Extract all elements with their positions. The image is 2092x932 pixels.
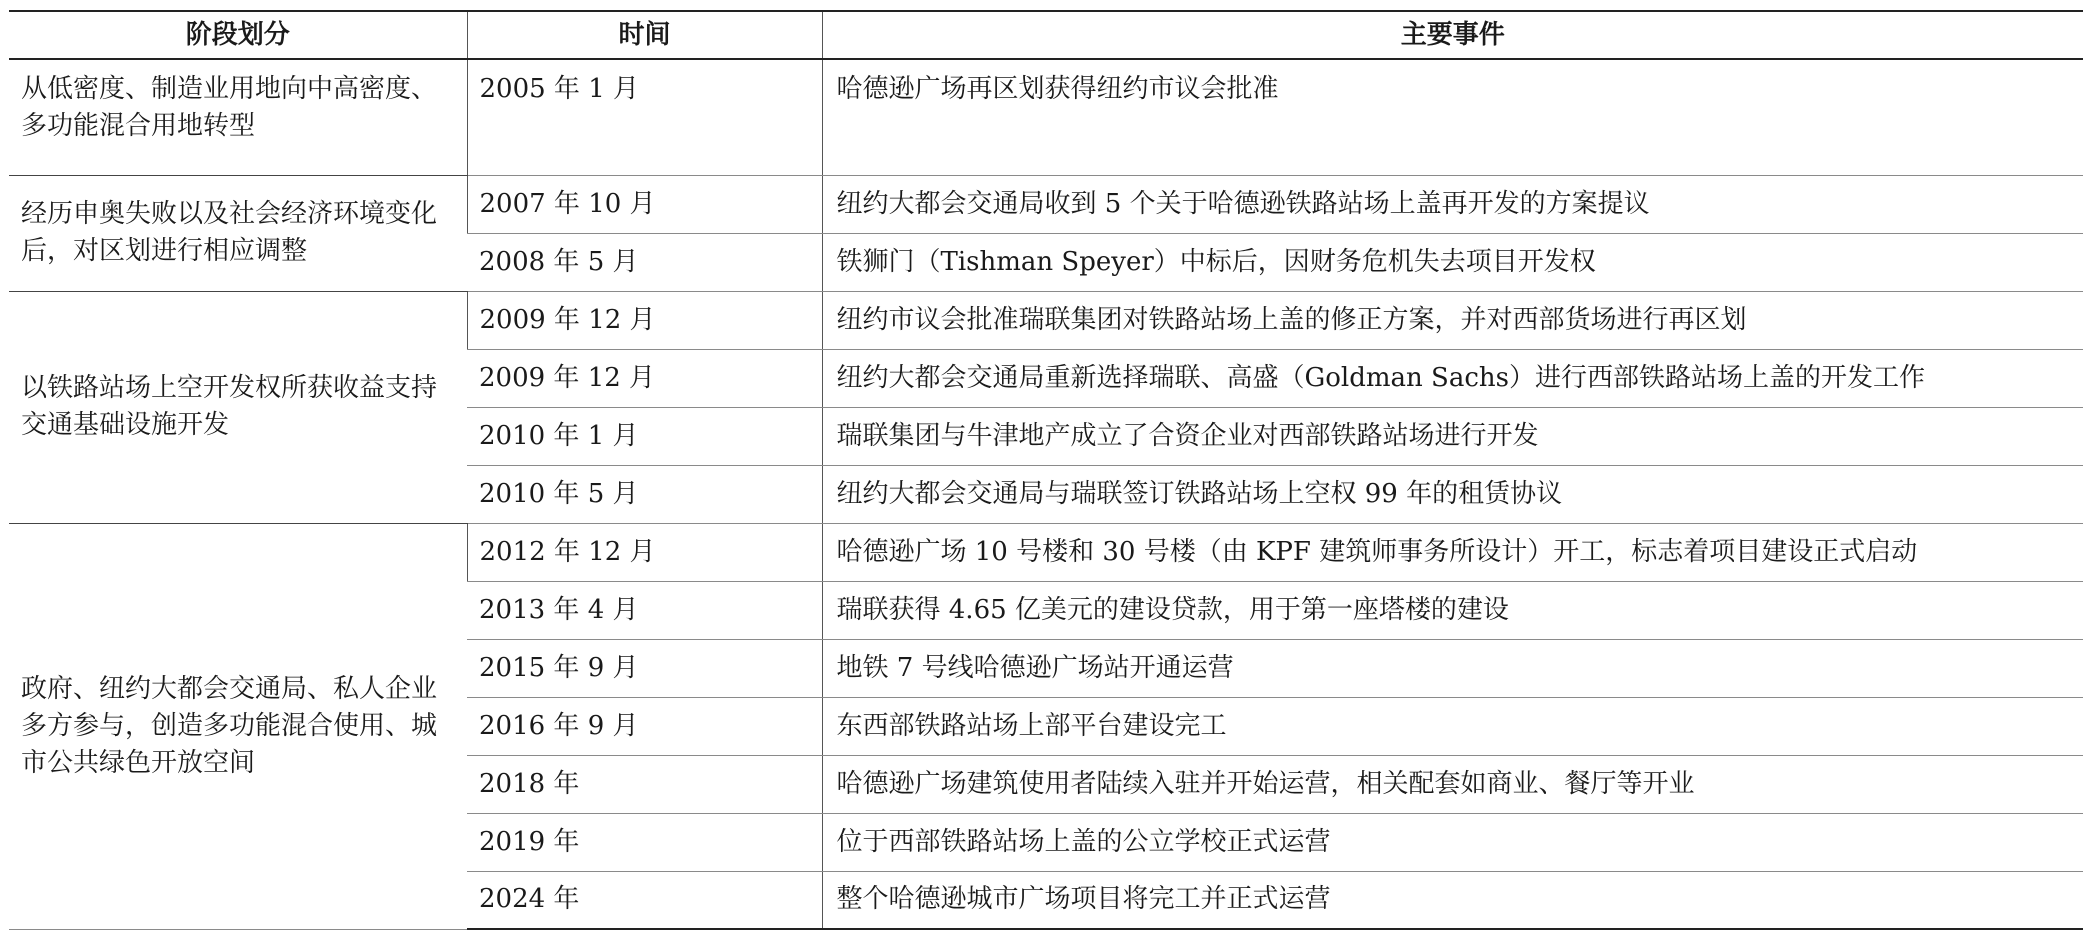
- time-cell: 2005 年 1 月: [467, 59, 822, 175]
- time-cell: 2016 年 9 月: [467, 697, 822, 755]
- table-row: [9, 523, 2083, 581]
- event-cell: 瑞联获得 4.65 亿美元的建设贷款，用于第一座塔楼的建设: [822, 581, 2083, 639]
- event-cell: 东西部铁路站场上部平台建设完工: [822, 697, 2083, 755]
- event-cell: 瑞联集团与牛津地产成立了合资企业对西部铁路站场进行开发: [822, 407, 2083, 465]
- table-row: [9, 291, 2083, 349]
- time-cell: 2019 年: [467, 813, 822, 871]
- event-cell: 哈德逊广场再区划获得纽约市议会批准: [822, 59, 2083, 175]
- event-cell: 纽约大都会交通局重新选择瑞联、高盛（Goldman Sachs）进行西部铁路站场上盖的开发工作: [822, 349, 2083, 407]
- time-cell: 2008 年 5 月: [467, 233, 822, 291]
- event-cell: 地铁 7 号线哈德逊广场站开通运营: [822, 639, 2083, 697]
- time-cell: 2013 年 4 月: [467, 581, 822, 639]
- event-cell: 哈德逊广场 10 号楼和 30 号楼（由 KPF 建筑师事务所设计）开工，标志着项目建设正式启动: [822, 523, 2083, 581]
- event-cell: 位于西部铁路站场上盖的公立学校正式运营: [822, 813, 2083, 871]
- table-row: [9, 59, 2083, 175]
- stage-cell: 经历申奥失败以及社会经济环境变化后，对区划进行相应调整: [9, 175, 467, 291]
- event-cell: 铁狮门（Tishman Speyer）中标后，因财务危机失去项目开发权: [822, 233, 2083, 291]
- event-cell: 纽约市议会批准瑞联集团对铁路站场上盖的修正方案，并对西部货场进行再区划: [822, 291, 2083, 349]
- stage-cell: 从低密度、制造业用地向中高密度、多功能混合用地转型: [9, 59, 467, 175]
- time-cell: 2018 年: [467, 755, 822, 813]
- header-stage: 阶段划分: [9, 11, 467, 59]
- header-row: [9, 11, 2083, 59]
- time-cell: 2024 年: [467, 871, 822, 929]
- time-cell: 2015 年 9 月: [467, 639, 822, 697]
- header-time: 时间: [467, 11, 822, 59]
- event-cell: 哈德逊广场建筑使用者陆续入驻并开始运营，相关配套如商业、餐厅等开业: [822, 755, 2083, 813]
- event-cell: 纽约大都会交通局与瑞联签订铁路站场上空权 99 年的租赁协议: [822, 465, 2083, 523]
- time-cell: 2009 年 12 月: [467, 349, 822, 407]
- time-cell: 2007 年 10 月: [467, 175, 822, 233]
- hudson-yards-timeline-table: [9, 10, 2083, 930]
- stage-cell: 政府、纽约大都会交通局、私人企业多方参与，创造多功能混合使用、城市公共绿色开放空间: [9, 523, 467, 929]
- event-cell: 纽约大都会交通局收到 5 个关于哈德逊铁路站场上盖再开发的方案提议: [822, 175, 2083, 233]
- header-event: 主要事件: [822, 11, 2083, 59]
- table-row: [9, 175, 2083, 233]
- time-cell: 2010 年 1 月: [467, 407, 822, 465]
- stage-cell: 以铁路站场上空开发权所获收益支持交通基础设施开发: [9, 291, 467, 523]
- time-cell: 2010 年 5 月: [467, 465, 822, 523]
- time-cell: 2009 年 12 月: [467, 291, 822, 349]
- event-cell: 整个哈德逊城市广场项目将完工并正式运营: [822, 871, 2083, 929]
- time-cell: 2012 年 12 月: [467, 523, 822, 581]
